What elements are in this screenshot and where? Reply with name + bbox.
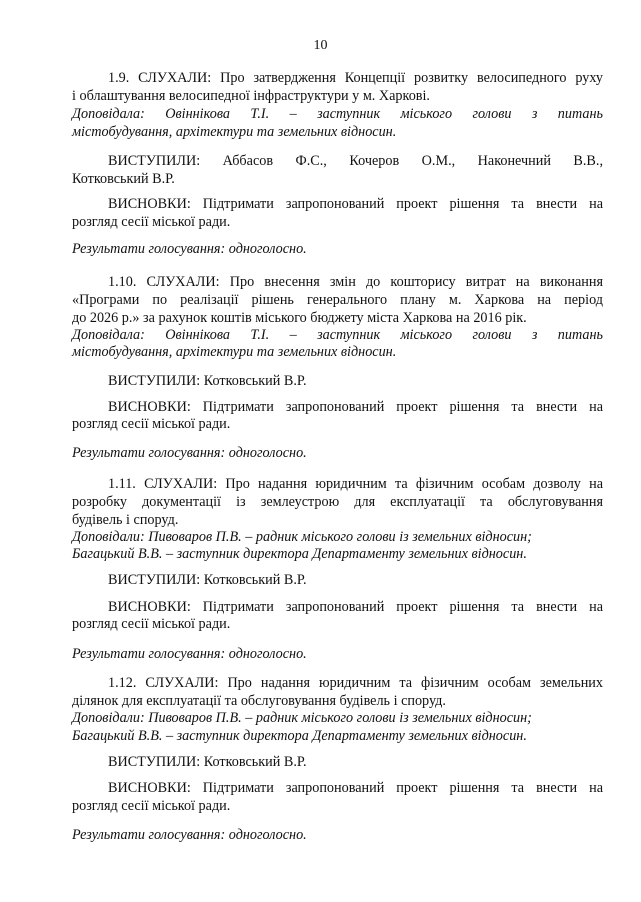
item-1-12-reporter-line-2: Багацький В.В. – заступник директора Департаменту земельних відносин. xyxy=(72,728,527,744)
item-1-9-speakers-line-2: Котковський В.Р. xyxy=(72,171,175,187)
item-1-11-heard-line-3: будівель і споруд. xyxy=(72,512,179,528)
item-1-12-reporter-line-1: Доповідали: Пивоваров П.В. – радник міського голови із земельних відносин; xyxy=(72,710,532,726)
item-1-11-reporter-line-2: Багацький В.В. – заступник директора Департаменту земельних відносин. xyxy=(72,546,527,562)
item-1-10-reporter-line-2: містобудування, архітектури та земельних відносин. xyxy=(72,344,397,360)
page-number: 10 xyxy=(313,38,328,53)
item-1-9-heard-line-2: і облаштування велосипедної інфраструктури у м. Харкові. xyxy=(72,88,430,104)
item-1-9-reporter-line-1: Доповідала: Овіннікова Т.І. – заступник міського голови з питань xyxy=(72,106,603,122)
item-1-9-conclusions-line-1: ВИСНОВКИ: Підтримати запропонований проект рішення та внести на xyxy=(108,196,603,212)
item-1-11-vote: Результати голосування: одноголосно. xyxy=(72,646,307,662)
item-1-10-vote: Результати голосування: одноголосно. xyxy=(72,445,307,461)
item-1-12-vote: Результати голосування: одноголосно. xyxy=(72,827,307,843)
item-1-10-heard-line-1: 1.10. СЛУХАЛИ: Про внесення змін до кошторису витрат на виконання xyxy=(108,274,603,290)
item-1-12-conclusions-line-1: ВИСНОВКИ: Підтримати запропонований проект рішення та внести на xyxy=(108,780,603,796)
item-1-10-conclusions-line-1: ВИСНОВКИ: Підтримати запропонований проект рішення та внести на xyxy=(108,399,603,415)
item-1-11-heard-line-1: 1.11. СЛУХАЛИ: Про надання юридичним та фізичним особам дозволу на xyxy=(108,476,603,492)
item-1-11-speakers: ВИСТУПИЛИ: Котковський В.Р. xyxy=(108,572,307,588)
item-1-10-reporter-line-1: Доповідала: Овіннікова Т.І. – заступник міського голови з питань xyxy=(72,327,603,343)
item-1-10-speakers: ВИСТУПИЛИ: Котковський В.Р. xyxy=(108,373,307,389)
item-1-10-heard-line-3: до 2026 р.» за рахунок коштів міського бюджету міста Харкова на 2016 рік. xyxy=(72,310,527,326)
item-1-12-speakers: ВИСТУПИЛИ: Котковський В.Р. xyxy=(108,754,307,770)
item-1-12-conclusions-line-2: розгляд сесії міської ради. xyxy=(72,798,231,814)
item-1-9-speakers-line-1: ВИСТУПИЛИ: Аббасов Ф.С., Кочеров О.М., Наконечний В.В., xyxy=(108,153,603,169)
item-1-9-vote: Результати голосування: одноголосно. xyxy=(72,241,307,257)
item-1-12-heard-line-2: ділянок для експлуатації та обслуговування будівель і споруд. xyxy=(72,693,446,709)
item-1-11-reporter-line-1: Доповідали: Пивоваров П.В. – радник міського голови із земельних відносин; xyxy=(72,529,532,545)
item-1-11-heard-line-2: розробку документації із землеустрою для експлуатації та обслуговування xyxy=(72,494,603,510)
item-1-9-reporter-line-2: містобудування, архітектури та земельних відносин. xyxy=(72,124,397,140)
item-1-10-heard-line-2: «Програми по реалізації рішень генерального плану м. Харкова на період xyxy=(72,292,603,308)
item-1-9-heard-line-1: 1.9. СЛУХАЛИ: Про затвердження Концепції розвитку велосипедного руху xyxy=(108,70,603,86)
item-1-9-conclusions-line-2: розгляд сесії міської ради. xyxy=(72,214,231,230)
item-1-11-conclusions-line-2: розгляд сесії міської ради. xyxy=(72,616,231,632)
item-1-10-conclusions-line-2: розгляд сесії міської ради. xyxy=(72,416,231,432)
item-1-11-conclusions-line-1: ВИСНОВКИ: Підтримати запропонований проект рішення та внести на xyxy=(108,599,603,615)
item-1-12-heard-line-1: 1.12. СЛУХАЛИ: Про надання юридичним та фізичним особам земельних xyxy=(108,675,603,691)
